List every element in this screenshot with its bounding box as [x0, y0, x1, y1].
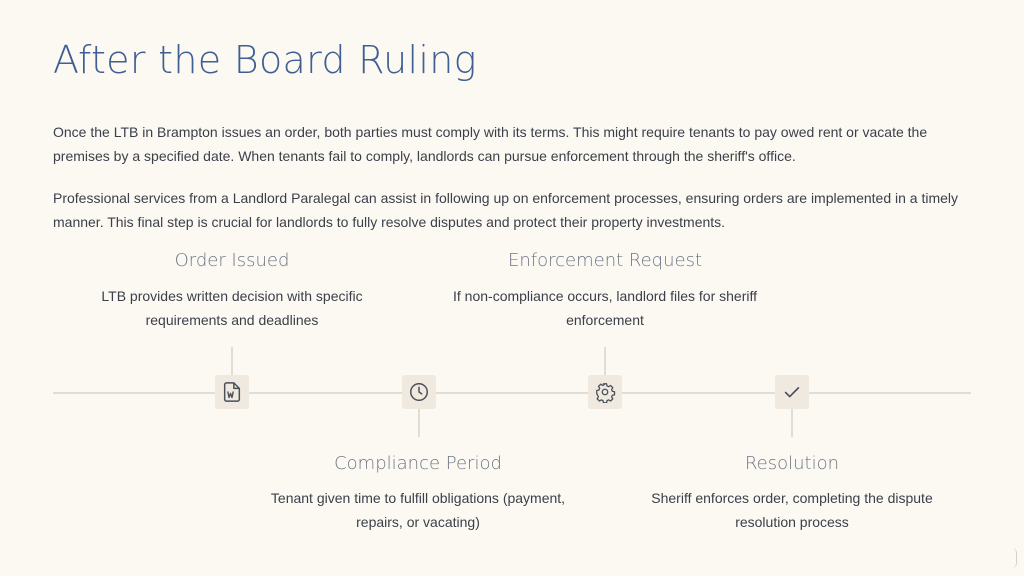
- step-node-enforcement-request: [588, 375, 622, 409]
- step-connector: [791, 409, 793, 437]
- step-description-order-issued: LTB provides written decision with specific requirements and deadlines: [101, 288, 363, 328]
- step-connector: [231, 347, 233, 375]
- gear-icon: [594, 381, 616, 403]
- step-connector: [418, 409, 420, 437]
- page-title: After the Board Ruling: [53, 38, 477, 82]
- step-node-resolution: [775, 375, 809, 409]
- step-title-resolution: Resolution: [744, 453, 840, 474]
- intro-paragraph: Once the LTB in Brampton issues an order, both parties must comply with its terms. This might require tenants to pay owed rent or vacate the premises by a specified date. When tenants fail to comply, landlords can pursue enforcement through the sheriff's office.: [53, 124, 928, 164]
- corner-mark: [1012, 548, 1017, 568]
- step-title-order-issued: Order Issued: [174, 250, 290, 271]
- clock-icon: [408, 381, 430, 403]
- timeline-axis: [53, 392, 971, 394]
- services-paragraph: Professional services from a Landlord Paralegal can assist in following up on enforcement processes, ensuring orders are implemented in a timely manner. This final step is crucial for landlords to fully resolve disputes and protect their property investments.: [53, 190, 959, 230]
- step-title-compliance-period: Compliance Period: [334, 453, 502, 474]
- step-description-compliance-period: Tenant given time to fulfill obligations (payment, repairs, or vacating): [270, 490, 566, 530]
- checkmark-icon: [781, 381, 803, 403]
- step-title-enforcement-request: Enforcement Request: [507, 250, 703, 271]
- step-node-compliance-period: [402, 375, 436, 409]
- word-document-icon: [221, 381, 243, 403]
- step-description-enforcement-request: If non-compliance occurs, landlord files for sheriff enforcement: [453, 288, 757, 328]
- step-description-resolution: Sheriff enforces order, completing the dispute resolution process: [651, 490, 933, 530]
- step-connector: [604, 347, 606, 375]
- step-node-order-issued: [215, 375, 249, 409]
